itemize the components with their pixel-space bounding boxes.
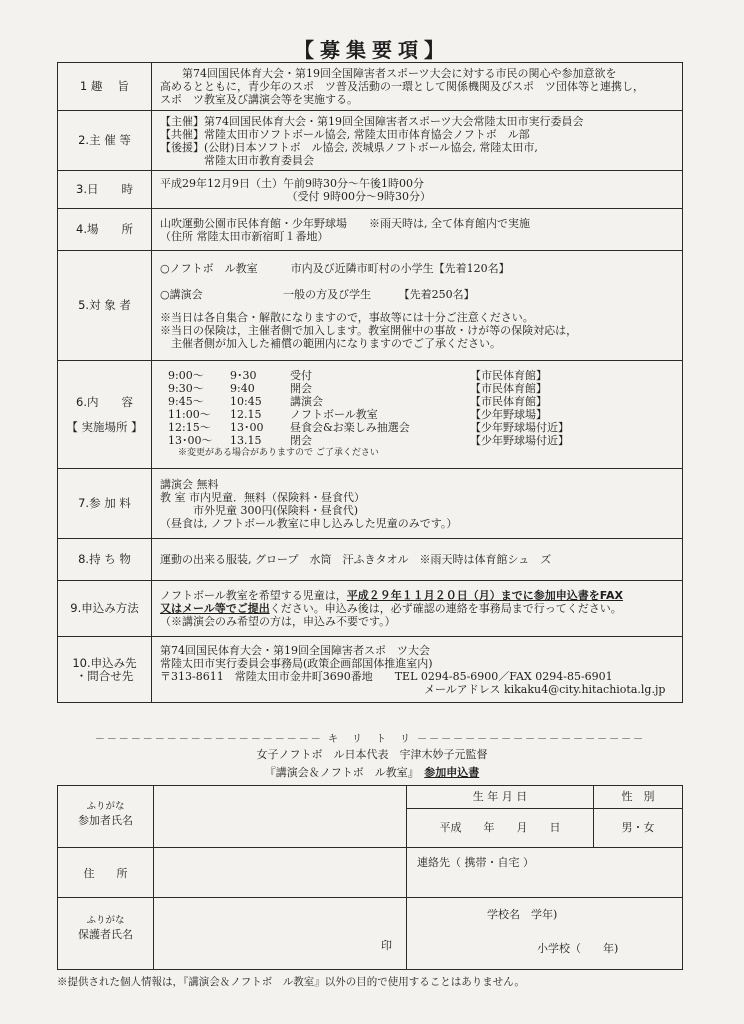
schedule-start: 9:00～ (168, 369, 204, 382)
application-form (57, 785, 683, 970)
row-label: 5.対 象 者 (58, 251, 152, 361)
text-line: 〒313-8611 常陸太田市金井町3690番地 TEL 0294-85-6900／FAX 0294-85-6901 (160, 669, 613, 683)
schedule-item (168, 434, 676, 447)
text-line: ○ノフトボ ル教室 市内及び近隣市町村の小学生【先着120名】 (160, 261, 510, 275)
schedule-start: 9:45～ (168, 395, 204, 408)
row-contact (58, 637, 683, 703)
row-label: 4.場 所 (58, 209, 152, 251)
note-line: ※当日は各自集合・解散になりますので，事故等には十分ご注意ください。 (160, 310, 534, 324)
text-line: （住所 常陸太田市新宿町１番地） (160, 229, 329, 243)
row-label: 10.申込み先 ・問合せ先 (58, 637, 152, 703)
contact-label: 連絡先（ 携帯・自宅 ） (417, 856, 534, 869)
text-line: 教 室 市内児童．無料（保険料・昼食代） (160, 490, 365, 504)
row-belongings (58, 539, 683, 581)
row-venue (58, 209, 683, 251)
gender-label: 性 別 (594, 786, 682, 809)
schedule-start: 9:30～ (168, 382, 204, 395)
schedule-place: 【少年野球場付近】 (470, 434, 569, 447)
row-fee (58, 469, 683, 539)
gender-field[interactable]: 男・女 (621, 821, 655, 834)
schedule-item (168, 421, 676, 434)
schedule-end: 12.15 (230, 408, 262, 421)
text-line: 【共催】常陸太田市ソフトボール協会, 常陸太田市体育協会ノフトボ ル部 (160, 127, 530, 141)
row-application (58, 581, 683, 637)
text-line: 【主催】第74回国民体育大会・第19回全国障害者スポーツ大会常陸太田市実行委員会 (160, 114, 584, 128)
guardian-name-field[interactable] (154, 898, 407, 970)
row-content (58, 361, 683, 469)
schedule-end: 13.15 (230, 434, 262, 447)
furigana-label: ふりがな (86, 915, 125, 926)
form-title-main: 参加申込書 (424, 766, 480, 779)
schedule-list (168, 369, 676, 460)
schedule-place: 【少年野球場付近】 (470, 421, 569, 434)
schedule-event: 閉会 (290, 434, 312, 447)
furigana-label: ふりがな (86, 801, 125, 812)
row-label: 1 趣 旨 (58, 63, 152, 111)
address-field[interactable] (154, 848, 407, 898)
schedule-place: 【市民体育館】 (470, 382, 547, 395)
row-label: 6.内 容 (76, 394, 133, 409)
text-line: 【後援】(公財)日本ソフトボ ル協会, 茨城県ノフトボール協会, 常陸太田市, (160, 140, 538, 154)
submit-text: 又はメール等でご提出 (160, 602, 270, 615)
text-line: 講演会 無料 (160, 477, 219, 491)
address-label: 住 所 (58, 848, 154, 898)
schedule-end: 9:40 (230, 382, 255, 395)
participant-name-label: 参加者氏名 (78, 814, 133, 827)
row-label: 3.日 時 (58, 171, 152, 209)
school-field[interactable] (407, 898, 683, 970)
text-line: スポ ツ教室及び講演会等を実施する。 (160, 93, 358, 106)
schedule-end: 10:45 (230, 395, 262, 408)
text-line: （昼食は, ノフトボール教室に申し込みした児童のみです。） (160, 516, 458, 530)
text-line: 高めるとともに，青少年のスポ ツ普及活動の一環として関係機関及びスポ ツ団体等と連携し， (160, 80, 644, 93)
recruitment-table (57, 62, 683, 703)
note-line: 主催者側が加入した補償の範囲内になりますのでご了承ください。 (160, 336, 501, 350)
cut-line: －－－－－－－－－－－－－－－－－－－ キ リ ト リ －－－－－－－－－－－－－－－－－－－ (94, 734, 646, 745)
schedule-place: 【市民体育館】 (470, 395, 547, 408)
school-label: 学校名 学年) (487, 908, 558, 921)
row-organizer (58, 111, 683, 171)
deadline-text: 平成２９年１１月２０日（月）までに参加申込書をFAX (346, 589, 624, 602)
privacy-footnote: ※提供された個人情報は，『講演会＆ノフトボ ル教室』以外の目的で使用することはありません。 (57, 976, 525, 988)
school-value: 小学校（ 年) (537, 942, 619, 955)
birthdate-label: 生 年 月 日 (407, 786, 593, 809)
schedule-event: 昼食会&お楽しみ抽選会 (290, 421, 410, 434)
text-span: ノフトボール教室を希望する児童は， (160, 589, 347, 602)
schedule-item (168, 382, 676, 395)
row-label: 2.主 催 等 (58, 111, 152, 171)
contact-field[interactable] (407, 848, 683, 898)
schedule-end: 13･00 (230, 421, 264, 434)
text-line: （※講演会のみ希望の方は，申込み不要です。） (160, 615, 396, 628)
form-title-event: 『講演会＆ノフトボ ル教室』 (264, 766, 414, 779)
form-title (0, 764, 744, 780)
row-target (58, 251, 683, 361)
schedule-event: 講演会 (290, 395, 323, 408)
text-line: 平成29年12月9日（土）午前9時30分～午後1時00分 (160, 176, 424, 190)
schedule-event: ノフトボール教室 (290, 408, 378, 421)
text-line: 常陸太田市実行委員会事務局(政策企画部国体推進室内) (160, 656, 433, 670)
page-title: 【募集要項】 (294, 38, 450, 62)
schedule-note: ※変更がある場合がありますので ご了承ください (178, 448, 379, 458)
schedule-item (168, 369, 676, 382)
text-line: 常陸太田市教育委員会 (160, 153, 314, 167)
text-line: 運動の出来る服装, グロープ 水筒 汗ふきタオル ※雨天時は体育館シュ ズ (160, 553, 552, 566)
row-label: 9.申込み方法 (58, 581, 152, 637)
row-label: 7.参 加 料 (58, 469, 152, 539)
text-line: 第74回国民体育大会・第19回全国障害者スポーツ大会に対する市民の関心や参加意欲を (160, 67, 617, 80)
guardian-name-label: 保護者氏名 (78, 928, 133, 941)
form-subtitle: 女子ノフトボ ル日本代表 宇津木妙子元監督 (256, 748, 488, 761)
schedule-event: 受付 (290, 369, 312, 382)
participant-name-field[interactable] (154, 786, 407, 848)
schedule-start: 12:15～ (168, 421, 211, 434)
row-purpose (58, 63, 683, 111)
text-line: 市外児童 300円(保険料・昼食代) (160, 503, 359, 517)
text-line: 第74回国民体育大会・第19回全国障害者スポ ツ大会 (160, 643, 430, 657)
row-sublabel: 【 実施場所 】 (66, 419, 143, 434)
schedule-item (168, 395, 676, 408)
schedule-event: 開会 (290, 382, 312, 395)
text-line: 山吹運動公園市民体育館・少年野球場 ※雨天時は, 全て体育館内で実施 (160, 216, 530, 230)
row-label: 8.持 ち 物 (58, 539, 152, 581)
schedule-start: 13･00～ (168, 434, 213, 447)
birthdate-field[interactable]: 平成 年 月 日 (439, 821, 561, 834)
email-line[interactable]: メールアドレス kikaku4@city.hitachiota.lg.jp (160, 682, 666, 696)
schedule-place: 【市民体育館】 (470, 369, 547, 382)
row-datetime (58, 171, 683, 209)
note-line: ※当日の保険は，主催者側で加入します。教室開催中の事故・けが等の保険対応は， (160, 323, 578, 337)
text-line: （受付 9時00分～9時30分） (160, 189, 431, 203)
seal-mark: 印 (381, 939, 392, 952)
text-line: ○講演会 一般の方及び学生 【先着250名】 (160, 287, 475, 301)
schedule-place: 【少年野球場】 (470, 408, 547, 421)
schedule-start: 11:00～ (168, 408, 211, 421)
text-span: ください。申込み後は，必ず確認の連絡を事務局まで行ってください。 (269, 602, 622, 615)
schedule-end: 9･30 (230, 369, 257, 382)
text-line (160, 275, 676, 288)
schedule-item (168, 408, 676, 421)
